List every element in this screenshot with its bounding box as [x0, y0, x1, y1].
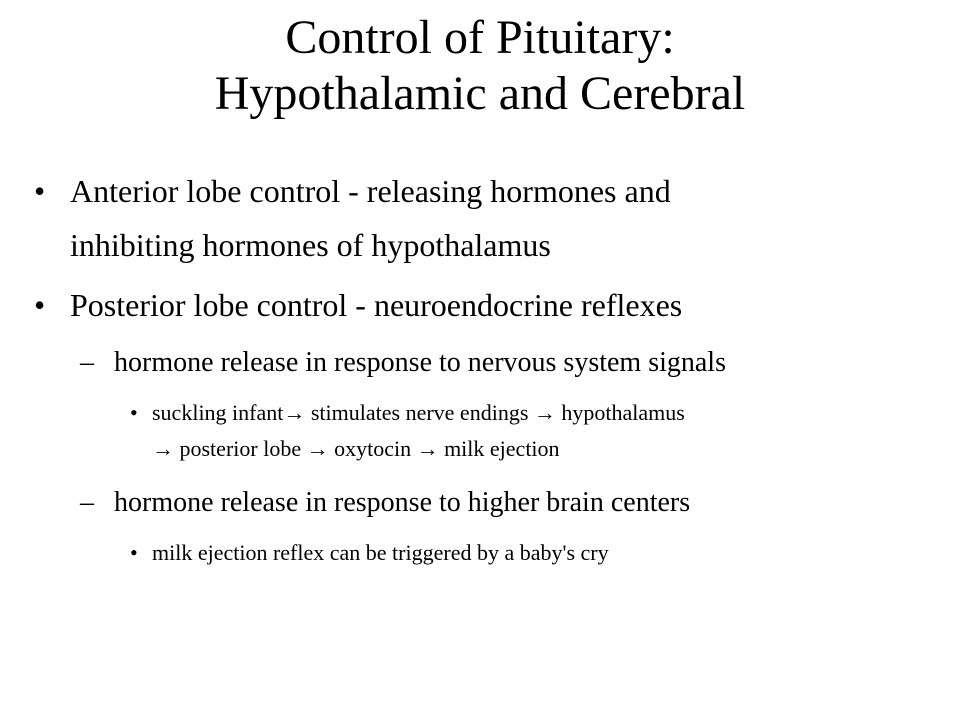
slide-title: [0, 10, 960, 122]
bullet-marker: •: [130, 540, 138, 565]
bullet-text: Anterior lobe control - releasing hormones and: [70, 173, 671, 209]
bullet-marker: •: [34, 173, 46, 209]
dash-marker: –: [80, 347, 94, 378]
bullet-marker: •: [34, 287, 46, 323]
bullet-text-continued: inhibiting hormones of hypothalamus: [70, 227, 551, 263]
subbullet-text: hormone release in response to nervous system signals: [114, 347, 726, 378]
detail-text: milk ejection reflex can be triggered by a baby's cry: [152, 540, 609, 565]
detail-text-continued: → posterior lobe → oxytocin → milk ejection: [152, 436, 560, 461]
detail-text: suckling infant→ stimulates nerve endings → hypothalamus: [152, 400, 685, 425]
bullet-marker: •: [130, 400, 138, 425]
dash-marker: –: [80, 487, 94, 518]
bullet-text: Posterior lobe control - neuroendocrine reflexes: [70, 287, 683, 323]
subbullet-text: hormone release in response to higher brain centers: [114, 487, 691, 518]
title-line-2: Hypothalamic and Cerebral: [214, 67, 746, 120]
title-line-1: Control of Pituitary:: [285, 11, 675, 64]
